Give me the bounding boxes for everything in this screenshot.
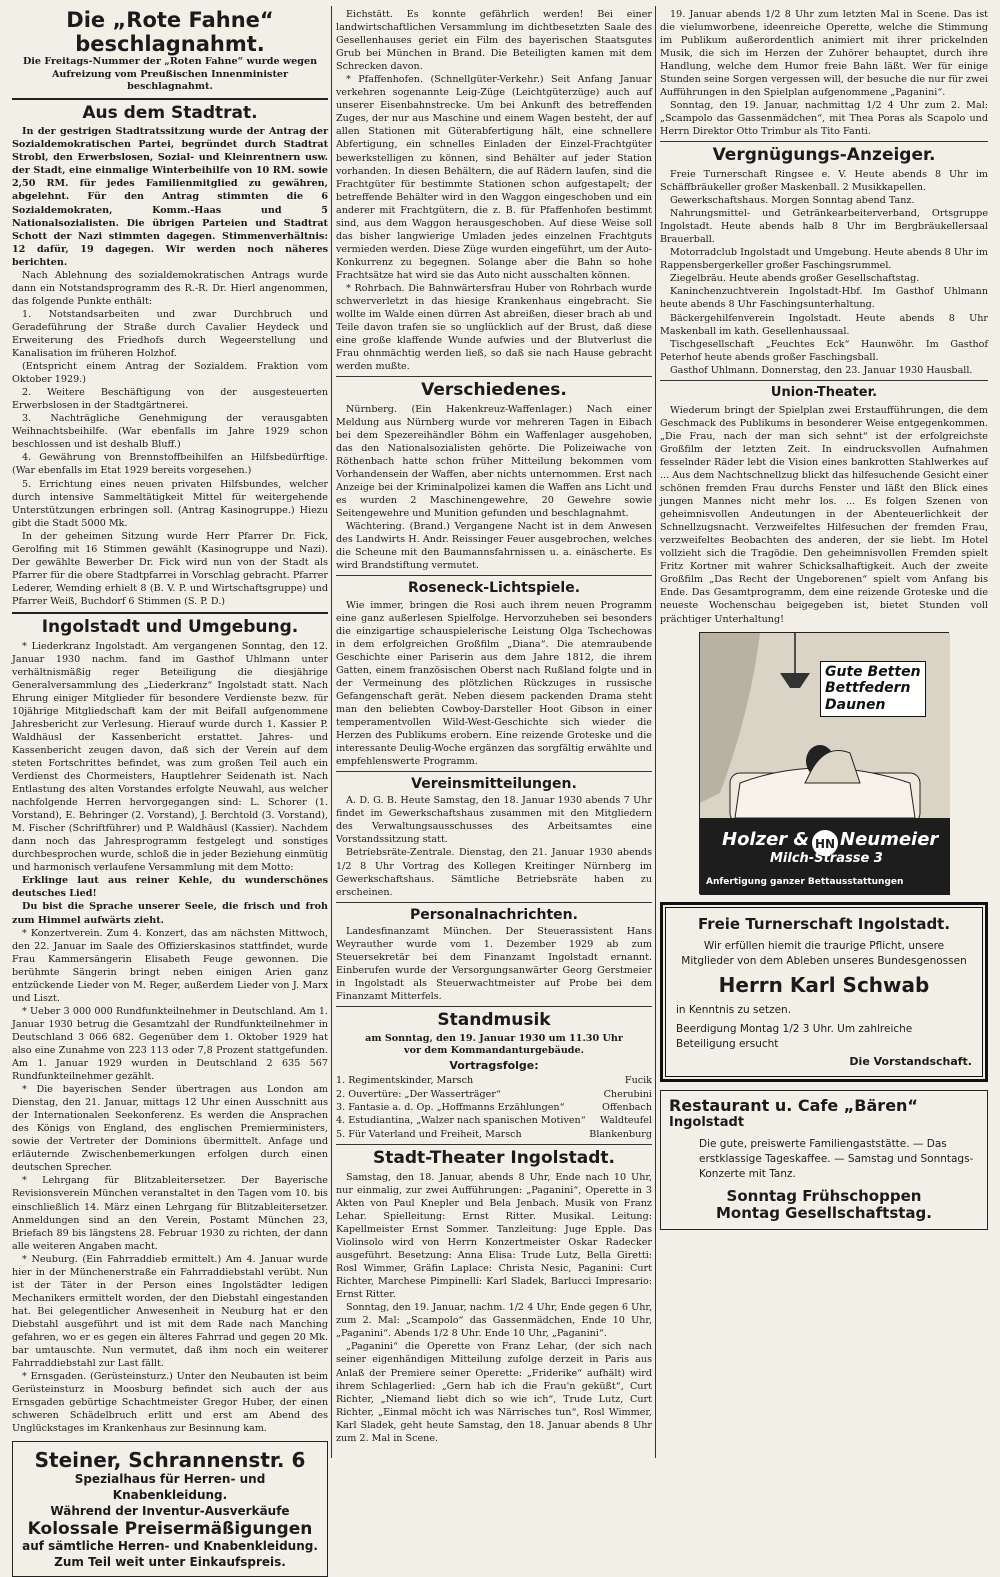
listing-entry: Motorradclub Ingolstadt und Umgebung. Heute abends 8 Uhr im Rappensbergerkeller großer Faschingsrummel. <box>660 247 988 272</box>
listing-entry: Nahrungsmittel- und Getränkearbeiterverband, Ortsgruppe Ingolstadt. Heute abends halb 8 Uhr im Bergbräukellersaal Brauerball. <box>660 208 988 246</box>
column-rule <box>655 6 656 1458</box>
headline-vergnuegungs-anzeiger: Vergnügungs-Anzeiger. <box>712 145 936 166</box>
ad-steiner-line: Spezialhaus für Herren- und Knabenkleidung. <box>74 1472 266 1502</box>
program-item-title: 2. Ouvertüre: „Der Wasserträger“ <box>336 1088 501 1100</box>
ad-baeren-monday: Montag Gesellschaftstag. <box>715 1204 932 1223</box>
article-paragraph: * Rohrbach. Die Bahnwärtersfrau Huber von Rohrbach wurde schwerverletzt in das hiesige Krankenhaus eingebracht. Sie wollte im Walde einen dürren Ast abreißen, dieser brach ab und Teile davon trafen sie so unglücklich auf der Brust, daß diese eine große klaffende Wunde aufwies und der Blutverlust die Frau ohnmächtig werden ließ, so daß sie nach Hause gebracht werden mußte. <box>336 282 652 373</box>
article-paragraph: 4. Gewährung von Brennstoffbeihilfen an Hilfsbedürftige. (War ebenfalls im Etat 1929 bereits vorgesehen.) <box>12 452 328 477</box>
listing-entry: Gasthof Uhlmann. Donnerstag, den 23. Januar 1930 Hausball. <box>670 364 973 376</box>
divider <box>336 902 652 903</box>
article-paragraph: * Die bayerischen Sender übertragen aus London am Dienstag, den 21. Januar, mittags 12 Uhr einen Ausschnitt aus der Internationalen Seekonferenz. Es werden die Ansprachen des Königs von England, des englischen Premierministers, sowie der Vertreter der Dominions übermittelt. Anfage und erläuternde Zwischenbemerkungen erfolgen durch einen deutschen Sprecher. <box>12 1084 328 1174</box>
article-paragraph: In der geheimen Sitzung wurde Herr Pfarrer Dr. Fick, Gerolfing mit 16 Stimmen gewählt (Kasinogruppe und Nazi). Der gewählte Bewerber Dr. Fick wird nun von der Stadt als Pfarrer für die obere Stadtpfarrei in Vorschlag gebracht. Pfarrer Lederer, Wemding erhielt 8 (B. V. P. und Wirtschaftsgruppe) und Pfarrer Weiß, Buchdorf 6 Stimmen (S. P. D.) <box>12 530 328 607</box>
ad-steiner-line: Zum Teil weit unter Einkaufspreis. <box>54 1554 286 1569</box>
listing-entry: Tischgesellschaft „Feuchtes Eck“ Haunwöhr. Im Gasthof Peterhof heute abends großer Faschingsball. <box>660 338 988 363</box>
article-paragraph: Samstag, den 18. Januar, abends 8 Uhr, Ende nach 10 Uhr, nur einmalig, zur zwei Aufführungen: „Paganini“, Operette in 3 Akten von Paul Knepler und Bela Jenbach. Musik von Franz Lehar. Spielleitung: Ernst Ritter. Musikal. Leitung: Kapellmeister Ernst Sommer. Tanzleitung: Juge Epple. Das Violinsolo wird von Herrn Konzertmeister Oskar Radecker ausgeführt. Besetzung: Anna Elisa: Trude Lutz, Bella Giretti: Rosl Wimmer, Gräfin Laplace: Christa Nesic, Paganini: Curt Richter, Marchese Pimpinelli: Karl Sladek, Barlucci Impresario: Ernst Ritter. <box>336 1171 652 1301</box>
article-paragraph: * Neuburg. (Ein Fahrraddieb ermittelt.) Am 4. Januar wurde hier in der Münchenerstraße ein Fahrraddiebstahl verübt. Nun ist der Täter in der Person eines Ingolstädter ledigen Mechanikers ermittelt worden, der den Diebstahl eingestanden hat. Bei gelegentlicher Anwesenheit in Neuburg hat er den Diebstahl ausgeführt und ist mit dem Rade nach Manching gefahren, wo er es gegen ein älteres Fahrrad und gegen 20 Mk. bar umtauschte. Nun vermutet, daß ihm noch ein weiterer Fahrraddiebstahl zur Last fällt. <box>12 1253 328 1370</box>
divider <box>336 575 652 576</box>
listing-entry: Kaninchenzuchtverein Ingolstadt-Hbf. Im Gasthof Uhlmann heute abends 8 Uhr Faschingsunterhaltung. <box>660 286 988 311</box>
headline-verschiedenes: Verschiedenes. <box>421 380 567 401</box>
program-item-title: 1. Regimentskinder, Marsch <box>336 1075 474 1087</box>
program-item-title: 3. Fantasie a. d. Op. „Hoffmanns Erzählungen“ <box>336 1101 565 1113</box>
article-paragraph: A. D. G. B. Heute Samstag, den 18. Januar 1930 abends 7 Uhr findet im Gewerkschaftshaus zusammen mit den Mitgliedern des Verwaltungsausschusses des Arbeitsamtes eine Vorstandssitzung statt. <box>336 795 652 846</box>
bed-ad-name: Holzer & <box>722 828 810 850</box>
headline-rote-fahne: Die „Rote Fahne“ beschlagnahmt. <box>66 8 274 57</box>
divider <box>12 98 328 100</box>
divider <box>336 376 652 377</box>
program-item-composer: Cherubini <box>603 1088 652 1100</box>
ad-freie-turnerschaft-inner <box>665 907 983 1078</box>
program-item-composer: Offenbach <box>602 1101 652 1113</box>
listing-entry: Ziegelbräu. Heute abends großer Gesellschaftstag. <box>670 273 920 285</box>
article-paragraph: Betriebsräte-Zentrale. Dienstag, den 21. Januar 1930 abends 1/2 8 Uhr Vortrag des Kollegen Kreitinger Nürnberg im Gewerkschaftshaus. Sämtliche Betriebsräte haben zu erscheinen. <box>336 847 652 898</box>
article-paragraph: * Liederkranz Ingolstadt. Am vergangenen Sonntag, den 12. Januar 1930 nachm. fand im Gasthof Uhlmann unter verhältnismäßig reger Beteiligung die diesjährige Generalversammlung des „Liederkranz“ Ingolstadt statt. Nach Ehrung einiger Mitglieder für besondere Verdienste bezw. für 10jährige Mitgliedschaft kam der mit Beifall aufgenommene Jahresbericht zur Verlesung. Hierauf wurde durch 1. Kassier P. Waldhäusl der Kassenbericht erstattet. Jahres- und Kassenbericht zeugen davon, daß sich der Verein auf dem steten Fortschrittes befindet, was zum großen Teil auch ein Verdienst des Chormeisters, Hauptlehrer Seidenath ist. Nach Entlastung des alten Vorstandes erfolgte Neuwahl, aus welcher nachfolgende Herren hervorgegangen sind: L. Schorer (1. Vorstand), E. Behringer (2. Vorstand), J. Berchtold (3. Vorstand), M. Fischer (Schriftführer) und P. Waldhäusl (Kassier). Nachdem dann noch das Jahresprogramm festgelegt und sonstiges durchbesprochen wurde, schloß die in jeder Beziehung einmütig und harmonisch verlaufene Versammlung mit dem Motto: <box>12 640 328 874</box>
listing-entry: Freie Turnerschaft Ringsee e. V. Heute abends 8 Uhr im Schäffbräukeller großer Maskenball. 2 Musikkapellen. <box>660 169 988 194</box>
article-paragraph: 3. Nachträgliche Genehmigung der verausgabten Weihnachtsbeihilfe. (War ebenfalls im Jahre 1929 schon beschlossen und ist deshalb Bluff.) <box>12 413 328 451</box>
article-paragraph: Wiederum bringt der Spielplan zwei Erstaufführungen, die dem Geschmack des Publikums in besonderer Weise entgegenkommen. „Die Frau, nach der man sich sehnt“ ist der erfolgreichste Großfilm der letzten Zeit. In eindrucksvollen Aufnahmen fesselnder Räder lebt die Vision eines bankrotten Stahlwerkes auf ... Aus dem Nachtschnellzug blickt das hilfesuchende Gesicht einer schönen fremden Frau durchs Fenster und läßt den Blick eines jungen Mannes nicht mehr los. ... Es folgen Szenen von geheimnisvollen Andeutungen in der Abenteuerlichkeit der Schnellzugsnacht. Verzweifeltes Hilfesuchen der fremden Frau, verzweifeltes Beobachten des anderen, der sie liebt. Im Hotel vollzieht sich die Tragödie. Den geheimnisvollen Fremden spielt Fritz Kortner mit wahrer Schicksalhaftigkeit. Auch der zweite Großfilm „Das Recht der Ungeborenen“ spielt vom Anfang bis Ende. Das Gesamtprogramm, dem eine reizende Groteske und die neueste Wochenschau beigegeben ist, bietet Stunden voll prächtiger Unterhaltung! <box>660 404 988 625</box>
standmusik-place: vor dem Kommandanturgebäude. <box>404 1045 584 1057</box>
headline-stadttheater: Stadt-Theater Ingolstadt. <box>373 1148 615 1169</box>
ad-turner-name: Herrn Karl Schwab <box>718 973 930 998</box>
svg-text:HN: HN <box>814 836 836 851</box>
article-paragraph: „Paganini“ die Operette von Franz Lehar, (der sich nach seiner eigenhändigen Mitteilung zufolge derzeit in Paris aus Anlaß der Premiere seiner Operette: „Friderike“ aufhält) wird ihrem Schlagerlied: „Gern hab ich die Frau'n geküßt“, Curt Richter, „Niemand liebt dich so wie ich“, Trude Lutz, Curt Richter, „Einmal möcht ich was Närrisches tun“, Rosl Wimmer, Karl Sladek, geht heute Samstag, den 18. Januar abends 8 Uhr zum 2. Mal in Scene. <box>336 1341 652 1444</box>
article-paragraph: * Lehrgang für Blitzableitersetzer. Der Bayerische Revisionsverein München veranstaltet in den Tagen vom 10. bis einschließlich 14. März einen Lehrgang für Blitzableitersetzer. Anmeldungen sind an den Verein, Postamt München 23, Briefach 89 bis längstens 28. Februar 1930 zu richten, der dann alle weiteren Angaben macht. <box>12 1175 328 1252</box>
listing-entry: Gewerkschaftshaus. Morgen Sonntag abend Tanz. <box>670 195 915 207</box>
ad-freie-turnerschaft <box>660 902 988 1083</box>
article-paragraph: Nach Ablehnung des sozialdemokratischen Antrags wurde dann ein Notstandsprogramm des R.-R. Dr. Hierl angenommen, das folgende Punkte enthält: <box>12 269 328 307</box>
divider <box>660 141 988 142</box>
article-paragraph: In der gestrigen Stadtratssitzung wurde der Antrag der Sozialdemokratischen Partei, begründet durch Stadtrat Strobl, den Erwerbslosen, Sozial- und Kleinrentnern usw. der Stadt, eine einmalige Winterbeihilfe von 10 RM. sowie 2,50 RM. für jedes Familienmitglied zu gewähren, abgelehnt. Für den Antrag stimmten die 6 Sozialdemokraten, Komm.-Haas und 5 Nationalsozialisten. Die übrigen Parteien und Stadtrat Schott der Nazi stimmten dagegen. Stimmenverhältnis: 12 dafür, 19 dagegen. Wir werden noch näheres berichten. <box>12 126 328 268</box>
program-item-title: 5. Für Vaterland und Freiheit, Marsch <box>336 1128 522 1140</box>
standmusik-program-list <box>336 1074 652 1141</box>
article-paragraph: Sonntag, den 19. Januar, nachmittag 1/2 4 Uhr zum 2. Mal: „Scampolo das Gassenmädchen“, mit Thea Poras als Scapolo und Herrn Direktor Otto Trimbur als Tito Fanti. <box>660 100 988 138</box>
motto-line: Du bist die Sprache unserer Seele, die frisch und froh zum Himmel aufwärts zieht. <box>12 901 328 926</box>
bed-ad-slogan-line: Bettfedern <box>825 680 911 697</box>
ad-turner-text: Wir erfüllen hiemit die traurige Pflicht, unsere Mitglieder von dem Ableben unseres Bundesgenossen <box>681 939 967 967</box>
article-paragraph: * Konzertverein. Zum 4. Konzert, das am nächsten Mittwoch, den 22. Januar im Saale des Offizierskasinos stattfindet, wurde Frau Kammersängerin Elisabeth Feuge gewonnen. Die berühmte Sängerin bringt neben einigen Arien ganz entzückende Lieder von M. Reger, außerdem Lieder von J. Marx und Liszt. <box>12 927 328 1004</box>
ad-baeren-sunday: Sonntag Frühschoppen <box>726 1187 922 1206</box>
divider <box>12 612 328 614</box>
article-paragraph: Eichstätt. Es konnte gefährlich werden! Bei einer landwirtschaftlichen Versammlung im dichtbesetzten Saale des Gesellenhauses geriet ein Film des bayerischen Staatsgutes Grub bei München in Brand. Die Beteiligten kamen mit dem Schrecken davon. <box>336 9 652 73</box>
listing-entry: Bäckergehilfenverein Ingolstadt. Heute abends 8 Uhr Maskenball im kath. Gesellenhaussaal. <box>660 312 988 337</box>
ad-turner-text: in Kenntnis zu setzen. <box>676 1004 792 1017</box>
ad-turner-title: Freie Turnerschaft Ingolstadt. <box>697 914 951 933</box>
headline-stadtrat: Aus dem Stadtrat. <box>82 102 258 123</box>
ad-bed-illustration <box>699 632 949 894</box>
program-item <box>336 1128 652 1141</box>
divider <box>660 380 988 381</box>
program-item <box>336 1088 652 1101</box>
article-paragraph: Wie immer, bringen die Rosi auch ihrem neuen Programm eine ganz außerlesen Spielfolge. Hervorzuheben sei besonders die einzigartige schauspielerische Leistung Olga Tschechowas in dem erfolgreichen Großfilm „Diana“. Die atemraubende Geschichte einer Pariserin aus dem Jahre 1812, die ihrem Gatten, einem französischen Oberst nach Rußland folgte und in der Vermeinung des plötzlichen Rückzuges in russische Gefangenschaft gerät. Neben diesem packenden Drama steht man den beliebten Cowboy-Darsteller Hoot Gibson in einer temperamentvollen Wild-West-Geschichte sich wieder die Herzen des Publikums erobern. Eine reizende Groteske und die interessante Deulig-Woche ergänzen das sorgfältig erwählte und empfehlenswerte Programm. <box>336 599 652 768</box>
bed-ad-slogan-line: Gute Betten <box>825 663 921 680</box>
standmusik-program-heading: Vortragsfolge: <box>449 1058 539 1072</box>
program-item <box>336 1074 652 1087</box>
article-paragraph: * Pfaffenhofen. (Schnellgüter-Verkehr.) Seit Anfang Januar verkehren sogenannte Leig-Züge (Leichtgüterzüge) auch auf unserer Eisenbahnstrecke. Um bei Ankunft des betreffenden Zuges, der nur aus Maschine und einem Wagen besteht, der auf allen Stationen mit Güterabfertigung hält, eine schnellere Abfertigung, ein schnelles Einladen der Einzel-Frachtgüter bewerkstelligen zu können, sind Behälter auf jeder Station vorhanden. In diesen Behältern, die auf Rädern laufen, sind die Frachtgüter für bestimmte Stationen schon aufgestapelt; der betreffende Behälter wird in den Waggon eingeschoben und ein anderer mit Frachtgütern, die z. B. für Pfaffenhofen bestimmt sind, aus dem Waggon herausgeschoben. Auf diese Weise soll das bisher langwierige Umladen jedes einzelnen Frachtguts vermieden werden. Diese Züge wurden eingeführt, um der Auto-Konkurrenz zu begegnen. Solange aber die Bahn so hohe Frachtsätze hat wird sie das Auto nicht ausschalten können. <box>336 74 652 281</box>
headline-vereinsmitteilungen: Vereinsmitteilungen. <box>411 776 577 793</box>
article-paragraph: 1. Notstandsarbeiten und zwar Durchbruch und Geradeführung der Straße durch Cavalier Heydeck und Erweiterung des Friedhofs durch Wegeerstellung und Kanalisation im früheren Holzhof. <box>12 308 328 360</box>
program-item-composer: Fucik <box>624 1075 652 1087</box>
article-paragraph: * Ernsgaden. (Gerüsteinsturz.) Unter den Neubauten ist beim Gerüsteinsturz in Moosburg befindet sich auch der aus Ernsgaden gebürtige Schachtmeister Gregor Huber, der einen schweren Schädelbruch erlitt und erst am Abend des Unglückstages im Krankenhaus zur Besinnung kam. <box>12 1371 328 1435</box>
article-paragraph: Wächtering. (Brand.) Vergangene Nacht ist in dem Anwesen des Landwirts H. Andr. Reissinger Feuer ausgebrochen, welches die Scheune mit den Baumannsfahrnissen u. a. einäscherte. Es wird Brandstiftung vermutet. <box>336 521 652 572</box>
article-paragraph: 2. Weitere Beschäftigung von der ausgesteuerten Erwerbslosen in der Stadtgärtnerei. <box>12 387 328 412</box>
article-paragraph: Nürnberg. (Ein Hakenkreuz-Waffenlager.) Nach einer Meldung aus Nürnberg wurde vor mehreren Tagen in Eibach bei dem Spezereihändler Böhm ein Waffenlager ausgehoben, das den Nationalsozialisten gehörte. Die Polizeiwache von Röthenbach hatte schon früher Mitteilung bekommen vom Vorhandensein der Waffen, aber nichts unternommen. Erst nach Anzeige bei der Kriminalpolizei kamen die Waffen ans Licht und es wurden 2 Maschinengewehre, 20 Gewehre sowie Seitengewehre und Munition gefunden und beschlagnahmt. <box>336 403 652 520</box>
article-paragraph: Landesfinanzamt München. Der Steuerassistent Hans Weyrauther wurde vom 1. Dezember 1929 ab zum Steuersekretär bei dem Finanzamt Ingolstadt ernannt. Einberufen wurde der Versorgungsanwärter Georg Gerstmeier in Ingolstadt als Steuerwachtmeister auf Probe bei dem Finanzamt Mitterfels. <box>336 925 652 1002</box>
bed-ad-slogan-line: Daunen <box>825 697 886 714</box>
column-1 <box>12 8 328 1569</box>
program-item-title: 4. Estudiantina, „Walzer nach spanischen Motiven“ <box>336 1115 586 1127</box>
ad-steiner-title: Steiner, Schrannenstr. 6 <box>34 1448 306 1473</box>
ad-baeren-city: Ingolstadt <box>669 1114 745 1130</box>
bed-ad-street: Milch-Strasse 3 <box>770 850 883 866</box>
article-paragraph: 19. Januar abends 1/2 8 Uhr zum letzten Mal in Scene. Das ist die vielumworbene, ideenreiche Operette, welche die Stimmung im Publikum außerordentlich animiert mit ihrer prickelnden Musik, die sich im Herzen der Zuhörer behauptet, durch ihre Handlung, welche dem Humor freie Bahn läßt. Wer für einige Stunden seine Sorgen vergessen will, der besuche die nur für zwei Aufführungen in den Spielplan aufgenommene „Paganini“. <box>660 9 988 99</box>
motto-line: Erklinge laut aus reiner Kehle, du wunderschönes deutsches Lied! <box>12 875 328 900</box>
program-item-composer: Blankenburg <box>589 1128 652 1140</box>
article-paragraph: 5. Errichtung eines neuen privaten Hilfsbundes, welcher durch intensive Sammeltätigkeit Mittel für weitergehende Unterstützungen erbringen soll. (Antrag Kasinogruppe.) Hiezu gibt die Stadt 5000 Mk. <box>12 478 328 529</box>
headline-roseneck: Roseneck-Lichtspiele. <box>407 580 581 597</box>
ad-steiner-line: Kolossale Preisermäßigungen <box>27 1519 313 1540</box>
ad-turner-signature: Die Vorstandschaft. <box>849 1055 972 1069</box>
column-3 <box>660 8 988 1454</box>
divider <box>336 1006 652 1007</box>
article-paragraph: (Entspricht einem Antrag der Sozialdem. Fraktion vom Oktober 1929.) <box>12 361 328 386</box>
ad-restaurant-baeren <box>660 1090 988 1229</box>
column-rule <box>331 6 332 1458</box>
article-paragraph: Sonntag, den 19. Januar, nachm. 1/2 4 Uhr, Ende gegen 6 Uhr, zum 2. Mal: „Scampolo“ das Gassenmädchen, Ende 10 Uhr, „Paganini“. Abends 1/2 8 Uhr. Ende 10 Uhr, „Paganini“. <box>336 1302 652 1340</box>
headline-ingolstadt: Ingolstadt und Umgebung. <box>41 616 299 637</box>
headline-union-theater: Union-Theater. <box>770 384 878 400</box>
ad-turner-text: Beerdigung Montag 1/2 3 Uhr. Um zahlreiche Beteiligung ersucht <box>676 1022 913 1050</box>
headline-standmusik: Standmusik <box>437 1010 551 1031</box>
article-paragraph: * Ueber 3 000 000 Rundfunkteilnehmer in Deutschland. Am 1. Januar 1930 betrug die Gesamtzahl der Rundfunkteilnehmer in Deutschland 3 066 682. Gegenüber dem 1. Oktober 1929 hat also eine Zunahme von 223 113 oder 7,8 Prozent stattgefunden. Am 1. Januar 1929 wurden in Deutschland 2 635 567 Rundfunkteilnehmer gezählt. <box>12 1005 328 1083</box>
divider <box>336 1144 652 1145</box>
program-item <box>336 1114 652 1127</box>
bed-ad-name: Neumeier <box>840 828 939 850</box>
standmusik-date: am Sonntag, den 19. Januar 1930 um 11.30 Uhr <box>365 1032 623 1044</box>
ad-steiner-line: Während der Inventur-Ausverkäufe <box>50 1503 290 1518</box>
bed-ad-footer: Anfertigung ganzer Bettausstattungen <box>706 876 904 887</box>
headline-personalnachrichten: Personalnachrichten. <box>410 906 578 923</box>
ad-steiner <box>12 1441 328 1577</box>
program-item <box>336 1101 652 1114</box>
ad-steiner-line: auf sämtliche Herren- und Knabenkleidung. <box>22 1539 318 1554</box>
ad-baeren-title: Restaurant u. Cafe „Bären“ <box>669 1096 918 1116</box>
program-item-composer: Waldteufel <box>600 1115 652 1127</box>
rote-fahne-subline: Die Freitags-Nummer der „Roten Fahne“ wurde wegen Aufreizung vom Preußischen Innenminister beschlagnahmt. <box>22 56 318 93</box>
divider <box>336 771 652 772</box>
ad-baeren-text: Die gute, preiswerte Familiengaststätte. — Das erstklassige Tageskaffee. — Samstag und Sonntags-Konzerte mit Tanz. <box>699 1137 974 1181</box>
column-2 <box>336 8 652 1454</box>
bed-ad-slogan <box>820 661 926 717</box>
